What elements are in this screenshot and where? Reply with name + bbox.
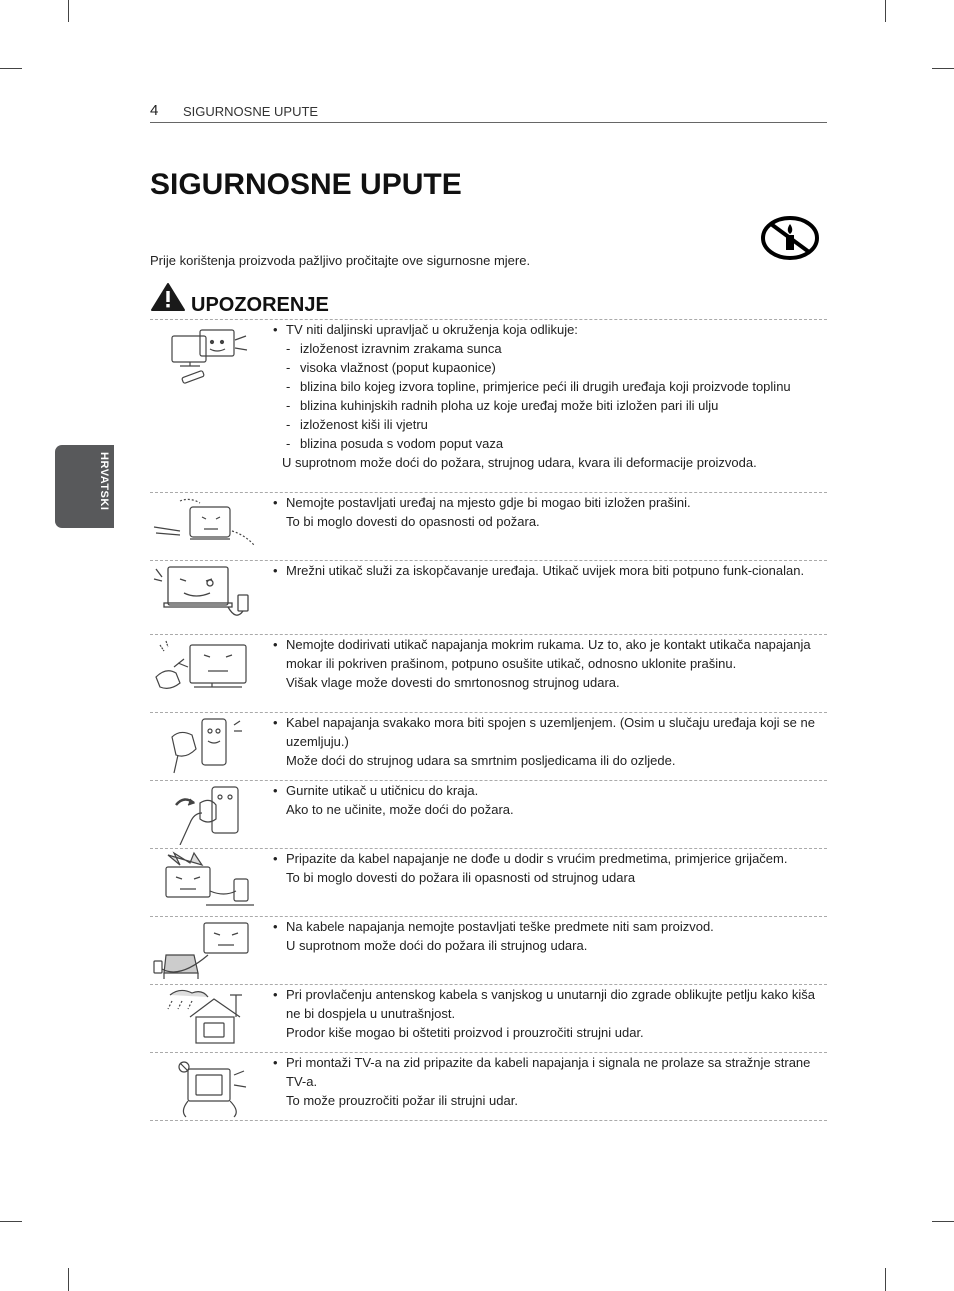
warning-item-text: • Nemojte dodirivati utikač napajanja mokrim rukama. Uz to, ako je kontakt utikača napajanja mokar ili pokriven prašinom, potpuno osušite utikač, odnosno uklonite prašinu. — [272, 635, 827, 673]
warning-consequence: U suprotnom može doći do požara ili strujnog udara. — [286, 938, 588, 953]
language-tab-label: HRVATSKI — [98, 452, 110, 511]
warning-consequence: Višak vlage može dovesti do smrtonosnog strujnog udara. — [286, 675, 620, 690]
page-number: 4 — [150, 102, 159, 119]
intro-text: Prije korištenja proizvoda pažljivo pročitajte ove sigurnosne mjere. — [150, 253, 531, 268]
warning-item — [150, 560, 827, 635]
warning-subitem: - blizina kuhinjskih radnih ploha uz koje uređaj može biti izložen pari ili ulju — [272, 396, 827, 415]
warning-item-text: • Pri provlačenju antenskog kabela s vanjskog u unutarnji dio zgrade oblikujte petlju kako kiša ne bi dospjela u unutrašnjost. — [272, 985, 827, 1023]
warning-item-text: • TV niti daljinski upravljač u okruženja koja odlikuje: — [272, 320, 827, 339]
warning-consequence: Može doći do strujnog udara sa smrtnim posljedicama ili do ozljede. — [286, 753, 676, 768]
crop-mark — [0, 68, 22, 69]
warning-title: UPOZORENJE — [191, 294, 329, 316]
warning-item-text: • Pri montaži TV-a na zid pripazite da kabeli napajanja i signala ne prolaze sa stražnje strane TV-a. — [272, 1053, 827, 1091]
warning-item-text: • Pripazite da kabel napajanje ne dođe u dodir s vrućim predmetima, primjerice grijačem. — [272, 849, 827, 868]
dust-illustration — [150, 495, 260, 555]
warning-subitem: - visoka vlažnost (poput kupaonice) — [272, 358, 827, 377]
crop-mark — [68, 0, 69, 22]
warning-consequence: Prodor kiše mogao bi oštetiti proizvod i prouzročiti strujni udar. — [286, 1025, 644, 1040]
plug-disconnect-illustration — [150, 563, 260, 628]
antenna-cable-illustration — [150, 987, 260, 1051]
warning-item — [150, 848, 827, 917]
warning-consequence: To bi moglo dovesti do opasnosti od požara. — [286, 514, 540, 529]
warning-item-text: • Kabel napajanja svakako mora biti spojen s uzemljenjem. (Osim u slučaju uređaja koji se ne uzemljuju.) — [272, 713, 827, 751]
warning-item-text: • Gurnite utikač u utičnicu do kraja. — [272, 781, 827, 800]
no-open-flame-icon — [760, 215, 820, 261]
warning-item — [150, 712, 827, 781]
page-title: SIGURNOSNE UPUTE — [150, 168, 462, 201]
wall-mount-illustration — [150, 1055, 260, 1119]
crop-mark — [0, 1221, 22, 1222]
warning-subitem: - blizina posuda s vodom poput vaza — [272, 434, 827, 453]
warning-item — [150, 634, 827, 713]
heavy-object-cable-illustration — [150, 919, 260, 983]
crop-mark — [885, 1268, 886, 1291]
crop-mark — [932, 1221, 954, 1222]
grounded-plug-illustration — [150, 715, 260, 777]
tv-environment-illustration — [150, 322, 260, 392]
warning-item-text: • Na kabele napajanja nemojte postavljati teške predmete niti sam proizvod. — [272, 917, 827, 936]
warning-item-text: • Mrežni utikač služi za iskopčavanje uređaja. Utikač uvijek mora biti potpuno funk-cionalan. — [272, 561, 827, 580]
warning-item — [150, 780, 827, 849]
warning-icon — [150, 282, 186, 312]
warning-subitem: - izloženost izravnim zrakama sunca — [272, 339, 827, 358]
warning-subitem: - izloženost kiši ili vjetru — [272, 415, 827, 434]
crop-mark — [932, 68, 954, 69]
crop-mark — [68, 1268, 69, 1291]
crop-mark — [885, 0, 886, 22]
warning-consequence: To može prouzročiti požar ili strujni udar. — [286, 1093, 518, 1108]
warning-item — [150, 984, 827, 1053]
header-section-title: SIGURNOSNE UPUTE — [183, 104, 319, 119]
page-header — [150, 102, 827, 123]
warning-item — [150, 916, 827, 985]
wet-hands-illustration — [150, 637, 260, 699]
warning-item-text: • Nemojte postavljati uređaj na mjesto gdje bi mogao biti izložen prašini. — [272, 493, 827, 512]
warning-consequence: Ako to ne učinite, može doći do požara. — [286, 802, 514, 817]
warning-item — [150, 492, 827, 561]
warning-item — [150, 319, 827, 493]
warning-subitem: - blizina bilo kojeg izvora topline, primjerice peći ili drugih uređaja koji proizvode toplinu — [272, 377, 827, 396]
warning-item — [150, 1052, 827, 1121]
warning-header — [150, 282, 827, 320]
heater-cable-illustration — [150, 851, 260, 915]
warning-consequence: To bi moglo dovesti do požara ili opasnosti od strujnog udara — [286, 870, 636, 885]
warning-note: U suprotnom može doći do požara, strujnog udara, kvara ili deformacije proizvoda. — [282, 455, 757, 470]
push-plug-illustration — [150, 783, 260, 845]
